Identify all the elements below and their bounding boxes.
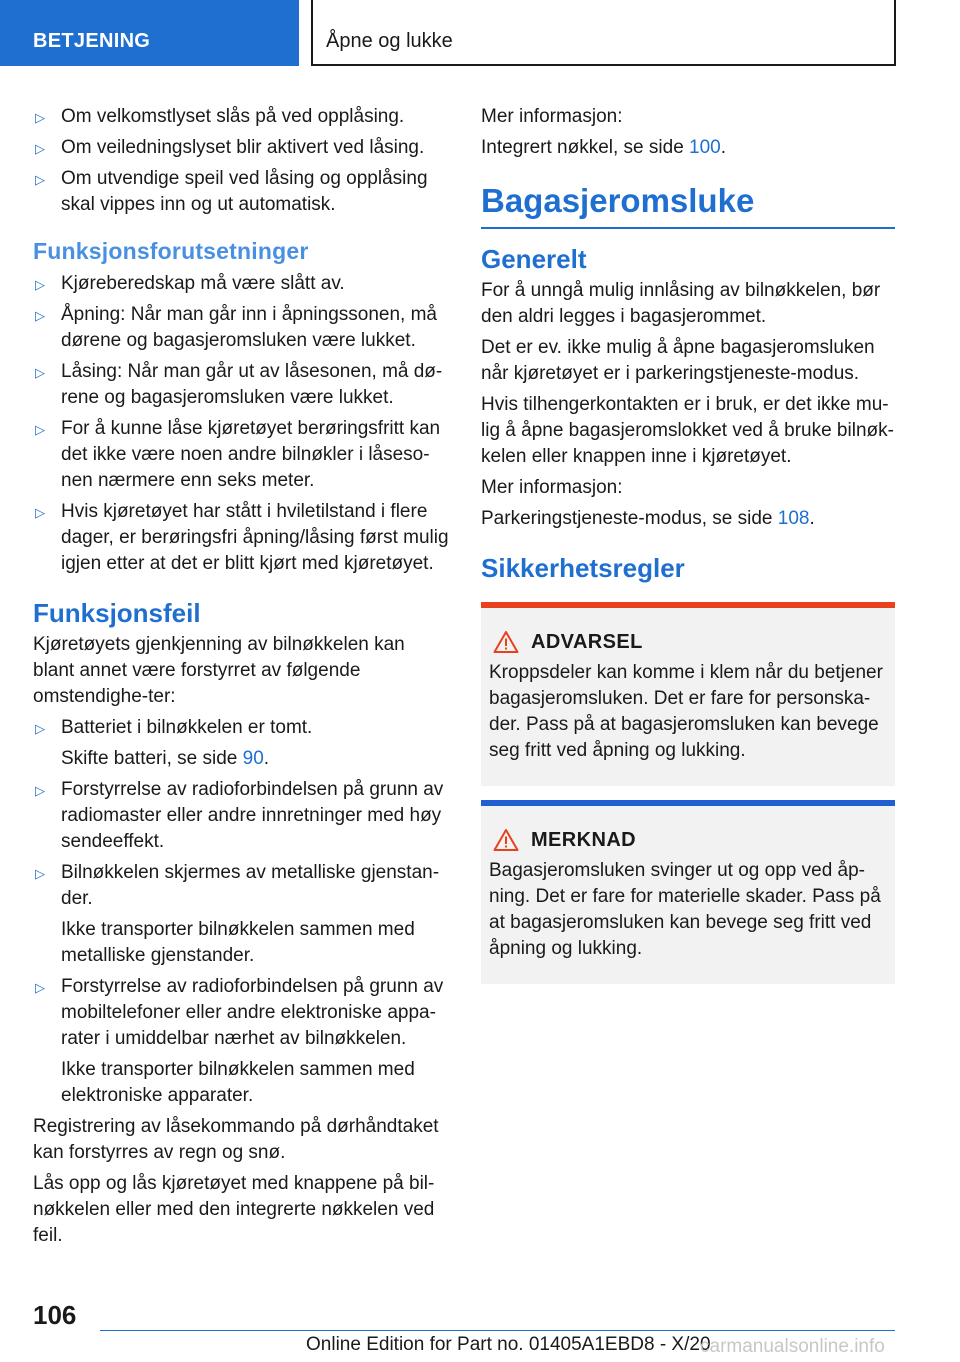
warning-text: Kroppsdeler kan komme i klem når du betjener bagasjeromsluken. Det er fare for personska-der. Pass på at bagasjeromsluken kan bevege seg fritt ved åpning og lukking.	[489, 662, 883, 761]
list-item: ▷ Kjøreberedskap må være slått av.	[33, 271, 449, 297]
warning-triangle-icon	[493, 630, 519, 654]
notice-title: MERKNAD	[531, 828, 637, 851]
key-reference: Integrert nøkkel, se side 100.	[481, 137, 727, 158]
triangle-bullet-icon: ▷	[35, 172, 45, 187]
list-item: ▷ Om utvendige speil ved låsing og opplåsing skal vippes inn og ut automatisk.	[35, 168, 428, 215]
triangle-bullet-icon: ▷	[35, 277, 45, 292]
triangle-bullet-icon: ▷	[35, 110, 45, 125]
warning-title: ADVARSEL	[531, 630, 643, 653]
list-item: ▷ Forstyrrelse av radioforbindelsen på grunn av mobiltelefoner eller andre elektroniske appa-rater i umiddelbar nærhet av bilnøkkelen.	[35, 976, 444, 1049]
safety-heading: Sikkerhetsregler	[481, 553, 685, 583]
list-item: ▷ Bilnøkkelen skjermes av metalliske gjenstan-der.	[35, 862, 440, 909]
list-item: ▷ Åpning: Når man går inn i åpningssonen, må dørene og bagasjeromsluken være lukket.	[35, 304, 438, 351]
left-column	[33, 104, 449, 1254]
list-item: ▷ Batteriet i bilnøkkelen er tomt.	[33, 715, 449, 741]
page-link-100[interactable]: 100	[689, 137, 721, 158]
notice-box	[481, 800, 895, 984]
parking-reference: Parkeringstjeneste-modus, se side 108.	[481, 508, 815, 529]
list-item: ▷ Om veiledningslyset blir aktivert ved låsing.	[33, 135, 449, 161]
triangle-bullet-icon: ▷	[35, 721, 45, 736]
list-item: ▷ For å kunne låse kjøretøyet berøringsfritt kan det ikke være noen andre bilnøkler i låseso-nen nærmere enn seks meter.	[35, 418, 441, 491]
header-title: Åpne og lukke	[326, 30, 453, 52]
footer-edition: Online Edition for Part no. 01405A1EBD8 - X/20	[306, 1334, 711, 1355]
list-item-note: Ikke transporter bilnøkkelen sammen med metalliske gjenstander.	[61, 919, 415, 966]
list-item: ▷ Hvis kjøretøyet har stått i hviletilstand i flere dager, er berøringsfri åpning/låsing først mulig igjen etter at det er blitt kjørt med kjøretøyet.	[35, 501, 449, 574]
warning-box	[481, 602, 895, 786]
triangle-bullet-icon: ▷	[35, 422, 45, 437]
battery-reference: Skifte batteri, se side 90.	[61, 748, 270, 769]
header-section-tab	[0, 0, 299, 66]
list-item: ▷ Låsing: Når man går ut av låsesonen, må dø-rene og bagasjeromsluken være lukket.	[35, 361, 443, 408]
triangle-bullet-icon: ▷	[35, 505, 45, 520]
prerequisites-heading: Funksjonsforutsetninger	[33, 238, 309, 264]
paragraph: Det er ev. ikke mulig å åpne bagasjeromsluken når kjøretøyet er i parkeringstjeneste-modus.	[481, 337, 875, 384]
watermark: carmanualsonline.info	[700, 1336, 885, 1357]
paragraph: Registrering av låsekommando på dørhåndtaket kan forstyrres av regn og snø.	[33, 1116, 439, 1163]
page-link-108[interactable]: 108	[777, 508, 810, 529]
fault-intro: Kjøretøyets gjenkjenning av bilnøkkelen kan blant annet være forstyrret av følgende omstendighe-ter:	[33, 634, 405, 707]
page-link-90[interactable]: 90	[242, 748, 264, 769]
more-info-label: Mer informasjon:	[481, 106, 623, 127]
page-number: 106	[33, 1300, 77, 1330]
header-section-label: BETJENING	[33, 30, 151, 52]
triangle-bullet-icon: ▷	[35, 980, 45, 995]
paragraph: For å unngå mulig innlåsing av bilnøkkelen, bør den aldri legges i bagasjerommet.	[481, 280, 881, 327]
section-title: Bagasjeromsluke	[481, 181, 895, 229]
list-item-note: Ikke transporter bilnøkkelen sammen med elektroniske apparater.	[61, 1059, 415, 1106]
footer-divider	[100, 1330, 895, 1331]
list-item: ▷ Forstyrrelse av radioforbindelsen på grunn av radiomaster eller andre innretninger med høy sendeeffekt.	[35, 779, 444, 852]
header-title-box	[311, 0, 896, 66]
paragraph: Hvis tilhengerkontakten er i bruk, er det ikke mu-lig å åpne bagasjeromslokket ved å bruke bilnøk-kelen eller knappen inne i kjøretøyet.	[481, 394, 894, 467]
triangle-bullet-icon: ▷	[35, 783, 45, 798]
triangle-bullet-icon: ▷	[35, 866, 45, 881]
notice-triangle-icon	[493, 828, 519, 852]
paragraph: Lås opp og lås kjøretøyet med knappene på bil-nøkkelen eller med den integrerte nøkkelen ved feil.	[33, 1173, 435, 1246]
fault-heading: Funksjonsfeil	[33, 598, 201, 628]
triangle-bullet-icon: ▷	[35, 308, 45, 323]
more-info-label: Mer informasjon:	[481, 477, 623, 498]
notice-text: Bagasjeromsluken svinger ut og opp ved åp-ning. Det er fare for materielle skader. Pass på at bagasjeromsluken kan bevege seg fritt ved åpning og lukking.	[489, 860, 881, 959]
triangle-bullet-icon: ▷	[35, 365, 45, 380]
triangle-bullet-icon: ▷	[35, 141, 45, 156]
list-item: ▷ Om velkomstlyset slås på ved opplåsing.	[33, 104, 449, 130]
general-heading: Generelt	[481, 244, 587, 274]
right-column	[481, 104, 895, 984]
